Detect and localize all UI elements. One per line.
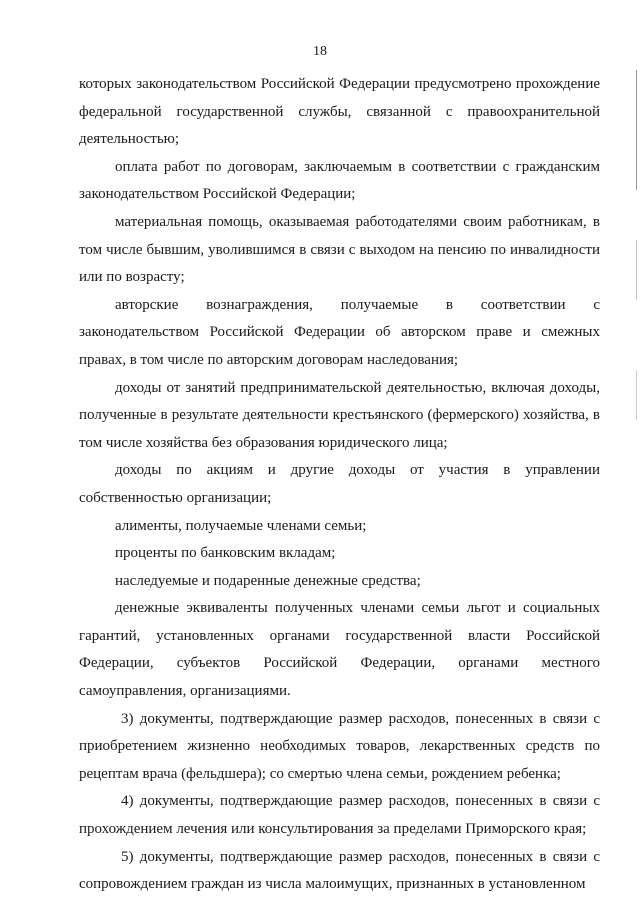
list-item-4: 4) документы, подтверждающие размер расходов, понесенных в связи с прохождением лечения или консультирования за пределами Приморского края; [79, 793, 600, 838]
paragraph-continuation: которых законодательством Российской Федерации предусмотрено прохождение федеральной государственной службы, связанной с правоохранительной деятельностью; [79, 76, 600, 148]
paragraph-inherited-funds: наследуемые и подаренные денежные средства; [115, 572, 421, 589]
list-item-5: 5) документы, подтверждающие размер расходов, понесенных в связи с сопровождением граждан из числа малоимущих, признанных в установленном [79, 848, 600, 893]
page-number: 18 [313, 44, 327, 59]
paragraph-author-fees: авторские вознаграждения, получаемые в соответствии с законодательством Российской Федерации об авторском праве и смежных правах, в том числе по авторским договорам наследования; [79, 296, 600, 368]
scan-edge-mark [636, 370, 637, 420]
scan-edge-mark [636, 240, 637, 300]
paragraph-deposit-interest: проценты по банковским вкладам; [115, 545, 336, 562]
paragraph-share-income: доходы по акциям и другие доходы от участия в управлении собственностью организации; [79, 462, 600, 506]
paragraph-contract-payments: оплата работ по договорам, заключаемым в соответствии с гражданским законодательством Российской Федерации; [79, 158, 600, 203]
paragraph-business-income: доходы от занятий предпринимательской деятельностью, включая доходы, полученные в результате деятельности крестьянского (фермерского) хозяйства, в том числе хозяйства без образования юридического лица; [79, 379, 600, 451]
paragraph-benefit-equivalents: денежные эквиваленты полученных членами семьи льгот и социальных гарантий, установленных органами государственной власти Российской Федерации, субъектов Российской Федерации, органами местного самоуправления, организациями. [79, 600, 600, 700]
document-body [79, 71, 600, 899]
list-item-3: 3) документы, подтверждающие размер расходов, понесенных в связи с приобретением жизненно необходимых товаров, лекарственных средств по рецептам врача (фельдшера); со смертью члена семьи, рождением ребенка; [79, 710, 600, 782]
paragraph-alimony: алименты, получаемые членами семьи; [115, 517, 367, 534]
scan-edge-mark [636, 70, 637, 190]
paragraph-material-aid: материальная помощь, оказываемая работодателями своим работникам, в том числе бывшим, уволившимся в связи с выходом на пенсию по инвалидности или по возрасту; [79, 213, 600, 286]
